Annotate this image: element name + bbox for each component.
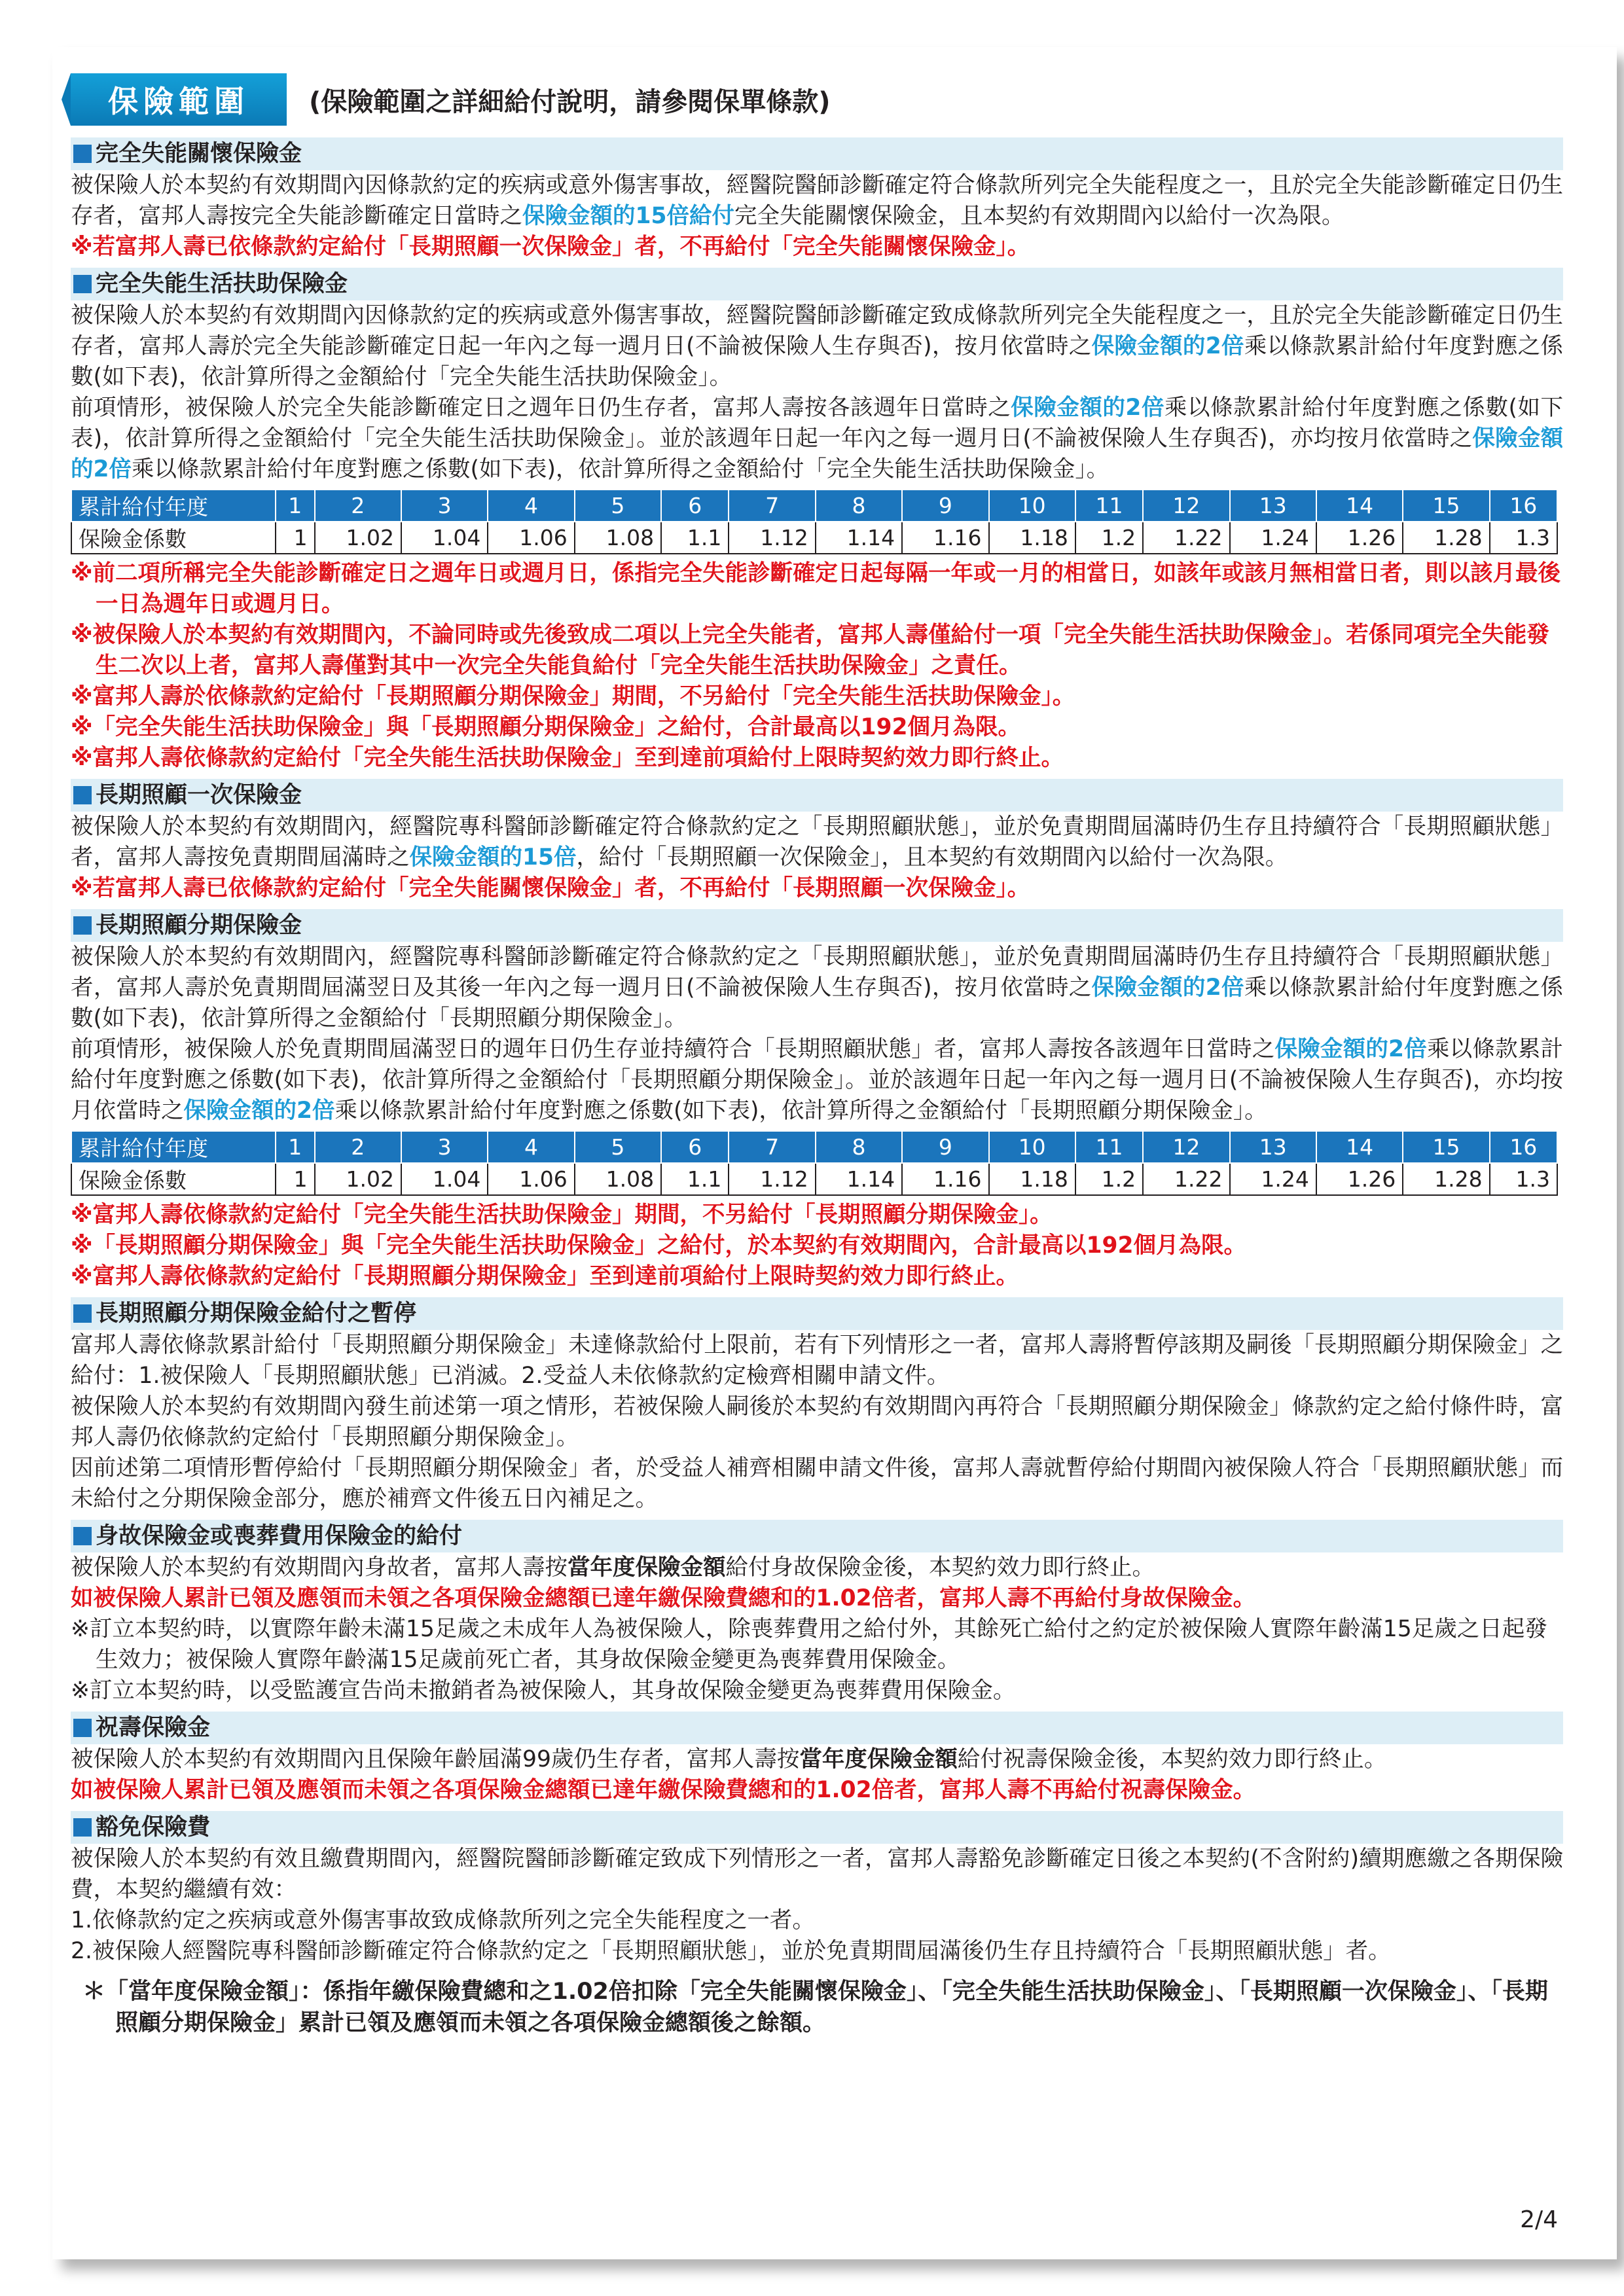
table-cell: 10 (989, 1131, 1075, 1163)
section-heading (71, 1520, 1563, 1552)
paragraph: 富邦人壽依條款累計給付「長期照顧分期保險金」未達條款給付上限前，若有下列情形之一者，富邦人壽將暫停該期及嗣後「長期照顧分期保險金」之給付：1.被保險人「長期照顧狀態」已消滅。2.受益人未依條款約定檢齊相關申請文件。 (71, 1332, 1563, 1389)
table-cell: 2 (315, 490, 401, 522)
table-cell: 14 (1316, 490, 1403, 522)
square-bullet-icon (73, 1304, 92, 1323)
warning-note: ※若富邦人壽已依條款約定給付「長期照顧一次保險金」者，不再給付「完全失能關懷保險金」。 (71, 234, 1030, 260)
table-cell: 11 (1075, 1131, 1143, 1163)
table-cell: 1.16 (902, 522, 988, 554)
table-cell: 1.18 (989, 1163, 1075, 1195)
text: 被保險人於本契約有效期間內且保險年齡屆滿99歲仍生存者，富邦人壽按 (71, 1746, 800, 1772)
table-cell: 1.04 (401, 522, 488, 554)
square-bullet-icon (73, 916, 92, 935)
warning-note: ※前二項所稱完全失能診斷確定日之週年日或週月日，係指完全失能診斷確定日起每隔一年或一月的相當日，如該年或該月無相當日者，則以該月最後一日為週年日或週月日。 (71, 560, 1561, 617)
table-cell: 3 (401, 490, 488, 522)
table-cell: 1.12 (729, 522, 815, 554)
table-cell: 10 (989, 490, 1075, 522)
table-cell: 4 (488, 490, 574, 522)
table-cell: 1.3 (1490, 522, 1557, 554)
section-title: 完全失能關懷保險金 (96, 141, 302, 167)
section-heading (71, 1712, 1563, 1744)
table-cell: 7 (729, 1131, 815, 1163)
text: 乘以條款累計給付年度對應之係數(如下表)，依計算所得之金額給付「完全失能生活扶助保險金」。並於該週年日起一年內之每一週月日(不論被保險人生存與否)，亦均按月依當時之 (71, 395, 1564, 452)
note: ※訂立本契約時，以受監護宣告尚未撤銷者為被保險人，其身故保險金變更為喪葬費用保險金。 (71, 1677, 1016, 1704)
section-title: 長期照顧分期保險金給付之暫停 (96, 1300, 417, 1327)
text: 被保險人於本契約有效期間內因條款約定的疾病或意外傷害事故，經醫院醫師診斷確定符合條款所列完全失能程度之一，且於完全失能診斷確定日仍生存者，富邦人壽按完全失能診斷確定日當時之 (71, 172, 1563, 229)
paragraph (71, 170, 1563, 232)
paragraph (71, 812, 1563, 873)
paragraph (71, 1034, 1563, 1126)
warning-note: ※被保險人於本契約有效期間內，不論同時或先後致成二項以上完全失能者，富邦人壽僅給付一項「完全失能生活扶助保險金」。若係同項完全失能發生二次以上者，富邦人壽僅對其中一次完全失能負給付「完全失能生活扶助保險金」之責任。 (71, 622, 1549, 679)
bold-text: 當年度保險金額 (799, 1746, 958, 1772)
table-cell: 1.3 (1490, 1163, 1557, 1195)
document-page (52, 47, 1617, 2259)
table-cell: 11 (1075, 490, 1143, 522)
page-content (71, 69, 1563, 2039)
table-cell: 1.22 (1143, 1163, 1229, 1195)
section-heading (71, 137, 1563, 170)
table-cell: 1.14 (816, 522, 902, 554)
section-heading (71, 268, 1563, 300)
table-cell: 1.06 (488, 522, 574, 554)
highlight-text: 保險金額的15倍給付 (522, 203, 735, 229)
table-cell: 1.22 (1143, 522, 1229, 554)
table-cell: 1.28 (1403, 522, 1489, 554)
table-cell: 1.06 (488, 1163, 574, 1195)
table-cell: 1.08 (575, 1163, 661, 1195)
section-title: 長期照顧一次保險金 (96, 782, 302, 808)
table-cell: 3 (401, 1131, 488, 1163)
table-cell: 15 (1403, 490, 1489, 522)
table-cell: 1.18 (989, 522, 1075, 554)
text: 給付身故保險金後，本契約效力即行終止。 (725, 1554, 1155, 1581)
highlight-text: 保險金額的15倍 (409, 844, 577, 870)
table-cell: 1 (276, 1131, 315, 1163)
text: 被保險人於本契約有效期間內，經醫院專科醫師診斷確定符合條款約定之「長期照顧狀態」，並於免責期間屆滿時仍生存且持續符合「長期照顧狀態」者，富邦人壽按免責期間屆滿時之 (71, 814, 1563, 870)
table-cell: 1.04 (401, 1163, 488, 1195)
paragraph (71, 942, 1563, 1034)
table-cell: 1.08 (575, 522, 661, 554)
highlight-text: 保險金額的2倍 (71, 425, 1564, 482)
warning-note: 如被保險人累計已領及應領而未領之各項保險金總額已達年繳保險費總和的1.02倍者，富邦人壽不再給付身故保險金。 (71, 1585, 1256, 1611)
paragraph (71, 1552, 1563, 1583)
section-title: 身故保險金或喪葬費用保險金的給付 (96, 1523, 463, 1549)
table-cell: 13 (1230, 490, 1316, 522)
coefficient-table (71, 489, 1558, 554)
section-title: 完全失能生活扶助保險金 (96, 271, 348, 297)
section-title: 豁免保險費 (96, 1814, 211, 1840)
square-bullet-icon (73, 786, 92, 804)
text: 乘以條款累計給付年度對應之係數(如下表)，依計算所得之金額給付「完全失能生活扶助保險金」。 (71, 333, 1563, 390)
text: ，給付「長期照顧一次保險金」，且本契約有效期間內以給付一次為限。 (576, 844, 1288, 870)
table-cell: 12 (1143, 490, 1229, 522)
text: 乘以條款累計給付年度對應之係數(如下表)，依計算所得之金額給付「長期照顧分期保險金」。 (71, 975, 1563, 1031)
highlight-text: 保險金額的2倍 (1091, 975, 1244, 1001)
square-bullet-icon (73, 145, 92, 163)
table-row-label: 累計給付年度 (71, 490, 276, 522)
table-cell: 1.16 (902, 1163, 988, 1195)
highlight-text: 保險金額的2倍 (183, 1098, 335, 1124)
table-header-row (71, 1131, 1557, 1163)
page-header (71, 69, 1563, 130)
table-cell: 15 (1403, 1131, 1489, 1163)
warning-note: ※富邦人壽依條款約定給付「完全失能生活扶助保險金」至到達前項給付上限時契約效力即行終止。 (71, 745, 1064, 771)
page-number: 2/4 (1520, 2206, 1558, 2233)
square-bullet-icon (73, 275, 92, 293)
list-item: 2.被保險人經醫院專科醫師診斷確定符合條款約定之「長期照顧狀態」，並於免責期間屆滿後仍生存且持續符合「長期照顧狀態」者。 (71, 1938, 1391, 1964)
table-cell: 1.12 (729, 1163, 815, 1195)
table-cell: 12 (1143, 1131, 1229, 1163)
table-cell: 1 (276, 490, 315, 522)
table-cell: 13 (1230, 1131, 1316, 1163)
text: 前項情形，被保險人於完全失能診斷確定日之週年日仍生存者，富邦人壽按各該週年日當時之 (71, 395, 1011, 421)
paragraph: 因前述第二項情形暫停給付「長期照顧分期保險金」者，於受益人補齊相關申請文件後，富邦人壽就暫停給付期間內被保險人符合「長期照顧狀態」而未給付之分期保險金部分，應於補齊文件後五日內補足之。 (71, 1455, 1563, 1512)
table-row (71, 522, 1557, 554)
table-cell: 1.02 (315, 1163, 401, 1195)
table-cell: 1.24 (1230, 522, 1316, 554)
table-cell: 9 (902, 490, 988, 522)
footnote: ＊「當年度保險金額」：係指年繳保險費總和之1.02倍扣除「完全失能關懷保險金」、「完全失能生活扶助保險金」、「長期照顧一次保險金」、「長期照顧分期保險金」累計已領及應領而未領之各項保險金總額後之餘額。 (82, 1979, 1548, 2036)
text: 乘以條款累計給付年度對應之係數(如下表)，依計算所得之金額給付「長期照顧分期保險金」。並於該週年日起一年內之每一週月日(不論被保險人生存與否)，亦均按月依當時之 (71, 1036, 1564, 1124)
highlight-text: 保險金額的2倍 (1011, 395, 1165, 421)
paragraph: 被保險人於本契約有效且繳費期間內，經醫院醫師診斷確定致成下列情形之一者，富邦人壽豁免診斷確定日後之本契約(不含附約)續期應繳之各期保險費，本契約繼續有效： (71, 1846, 1563, 1903)
table-cell: 8 (816, 490, 902, 522)
warning-note: ※富邦人壽依條款約定給付「完全失能生活扶助保險金」期間，不另給付「長期照顧分期保險金」。 (71, 1202, 1053, 1228)
text: 前項情形，被保險人於免責期間屆滿翌日的週年日仍生存並持續符合「長期照顧狀態」者，富邦人壽按各該週年日當時之 (71, 1036, 1275, 1062)
paragraph: 被保險人於本契約有效期間內發生前述第一項之情形，若被保險人嗣後於本契約有效期間內再符合「長期照顧分期保險金」條款約定之給付條件時，富邦人壽仍依條款約定給付「長期照顧分期保險金」。 (71, 1393, 1563, 1450)
text: 被保險人於本契約有效期間內身故者，富邦人壽按 (71, 1554, 568, 1581)
table-header-row (71, 490, 1557, 522)
warning-note: ※「長期照顧分期保險金」與「完全失能生活扶助保險金」之給付，於本契約有效期間內，合計最高以192個月為限。 (71, 1232, 1247, 1259)
section-heading (71, 779, 1563, 812)
table-cell: 1.26 (1316, 1163, 1403, 1195)
table-cell: 16 (1490, 490, 1557, 522)
table-cell: 6 (661, 1131, 729, 1163)
text: 完全失能關懷保險金，且本契約有效期間內以給付一次為限。 (734, 203, 1344, 229)
text: 給付祝壽保險金後，本契約效力即行終止。 (957, 1746, 1387, 1772)
warning-note: ※富邦人壽依條款約定給付「長期照顧分期保險金」至到達前項給付上限時契約效力即行終止。 (71, 1263, 1019, 1289)
section-heading (71, 1297, 1563, 1330)
table-row-label: 保險金係數 (71, 1163, 276, 1195)
table-cell: 14 (1316, 1131, 1403, 1163)
square-bullet-icon (73, 1719, 92, 1737)
table-cell: 4 (488, 1131, 574, 1163)
table-cell: 1.2 (1075, 1163, 1143, 1195)
table-cell: 1.2 (1075, 522, 1143, 554)
bold-text: 當年度保險金額 (568, 1554, 726, 1581)
section-title: 長期照顧分期保險金 (96, 912, 302, 939)
text: 被保險人於本契約有效期間內，經醫院專科醫師診斷確定符合條款約定之「長期照顧狀態」，並於免責期間屆滿時仍生存且持續符合「長期照顧狀態」者，富邦人壽於免責期間屆滿翌日及其後一年內之每一週月日(不論被保險人生存與否)，按月依當時之 (71, 944, 1563, 1001)
section-title: 祝壽保險金 (96, 1715, 211, 1741)
table-cell: 16 (1490, 1131, 1557, 1163)
table-row-label: 保險金係數 (71, 522, 276, 554)
square-bullet-icon (73, 1818, 92, 1837)
header-subtitle: (保險範圍之詳細給付說明，請參閱保單條款) (309, 86, 831, 117)
note: ※訂立本契約時，以實際年齡未滿15足歲之未成年人為被保險人，除喪葬費用之給付外，其餘死亡給付之約定於被保險人實際年齡滿15足歲之日起發生效力；被保險人實際年齡滿15足歲前死亡者，其身故保險金變更為喪葬費用保險金。 (71, 1616, 1547, 1673)
warning-note: ※「完全失能生活扶助保險金」與「長期照顧分期保險金」之給付，合計最高以192個月為限。 (71, 714, 1021, 740)
highlight-text: 保險金額的2倍 (1274, 1036, 1427, 1062)
table-cell: 1.24 (1230, 1163, 1316, 1195)
table-cell: 5 (575, 1131, 661, 1163)
warning-note: 如被保險人累計已領及應領而未領之各項保險金總額已達年繳保險費總和的1.02倍者，富邦人壽不再給付祝壽保險金。 (71, 1777, 1256, 1803)
table-cell: 1 (276, 1163, 315, 1195)
table-row (71, 1163, 1557, 1195)
text: 乘以條款累計給付年度對應之係數(如下表)，依計算所得之金額給付「長期照顧分期保險金」。 (334, 1098, 1267, 1124)
table-cell: 1.14 (816, 1163, 902, 1195)
text: 乘以條款累計給付年度對應之係數(如下表)，依計算所得之金額給付「完全失能生活扶助保險金」。 (132, 456, 1110, 482)
warning-note: ※富邦人壽於依條款約定給付「長期照顧分期保險金」期間，不另給付「完全失能生活扶助保險金」。 (71, 683, 1075, 709)
highlight-text: 保險金額的2倍 (1091, 333, 1244, 359)
section-heading (71, 909, 1563, 942)
list-item: 1.依條款約定之疾病或意外傷害事故致成條款所列之完全失能程度之一者。 (71, 1907, 815, 1933)
paragraph (71, 1744, 1563, 1775)
paragraph (71, 393, 1563, 485)
table-cell: 9 (902, 1131, 988, 1163)
table-cell: 1.1 (661, 522, 729, 554)
table-cell: 1.28 (1403, 1163, 1489, 1195)
table-cell: 7 (729, 490, 815, 522)
table-cell: 5 (575, 490, 661, 522)
section-tab-title: 保險範圍 (71, 73, 287, 126)
section-heading (71, 1811, 1563, 1844)
table-cell: 1.1 (661, 1163, 729, 1195)
table-cell: 8 (816, 1131, 902, 1163)
table-cell: 2 (315, 1131, 401, 1163)
square-bullet-icon (73, 1527, 92, 1545)
coefficient-table (71, 1130, 1558, 1196)
paragraph (71, 300, 1563, 393)
table-cell: 1.02 (315, 522, 401, 554)
warning-note: ※若富邦人壽已依條款約定給付「完全失能關懷保險金」者，不再給付「長期照顧一次保險金」。 (71, 875, 1030, 901)
table-cell: 1.26 (1316, 522, 1403, 554)
table-row-label: 累計給付年度 (71, 1131, 276, 1163)
text: 被保險人於本契約有效期間內因條款約定的疾病或意外傷害事故，經醫院醫師診斷確定致成條款所列完全失能程度之一，且於完全失能診斷確定日仍生存者，富邦人壽於完全失能診斷確定日起一年內之每一週月日(不論被保險人生存與否)，按月依當時之 (71, 302, 1563, 359)
table-cell: 1 (276, 522, 315, 554)
table-cell: 6 (661, 490, 729, 522)
